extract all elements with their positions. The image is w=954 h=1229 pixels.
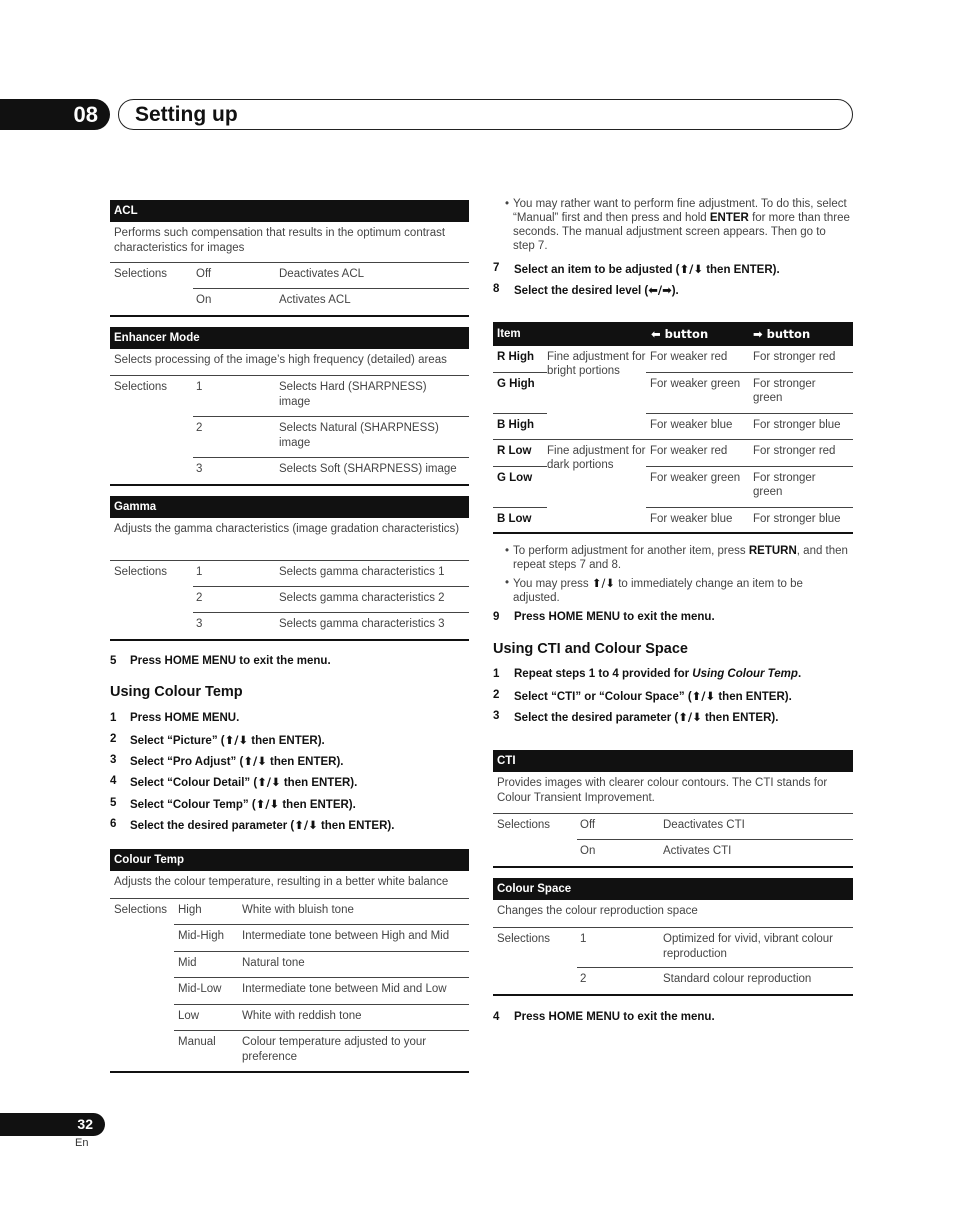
step-text-tail: then ENTER). (703, 264, 780, 276)
colour-temp-table (110, 849, 469, 1073)
step-text: Select “Pro Adjust” ( (130, 756, 244, 768)
step-text: Select “CTI” or “Colour Space” ( (514, 691, 692, 703)
enhancer-mode-table (110, 327, 469, 486)
option-desc: Intermediate tone between Mid and Low (242, 983, 447, 995)
up-down-arrow-icon: ⬆/⬇ (243, 754, 267, 768)
bullet-text-tail: , and then repeat steps 7 and 8. (513, 545, 848, 571)
step-number: 4 (110, 775, 117, 787)
table-row (493, 928, 853, 968)
acl-title: ACL (110, 200, 469, 222)
table-row (493, 814, 853, 840)
option-value: Mid-High (178, 930, 225, 942)
dark-portions-label: Fine adjustment for dark portions (547, 445, 646, 471)
acl-description: Performs such compensation that results in the optimum contrast characteristics for images (110, 222, 469, 263)
step-number: 9 (493, 611, 500, 623)
up-down-arrow-icon: ⬆/⬇ (679, 262, 703, 276)
step-text-tail: then ENTER). (317, 820, 395, 832)
selections-label: Selections (114, 381, 168, 393)
option-value: Low (178, 1010, 200, 1022)
right-effect: For stronger red (753, 351, 836, 363)
item-key: G Low (497, 472, 533, 484)
step-text-tail: then ENTER). (715, 691, 792, 703)
cti-table (493, 750, 853, 868)
option-desc: White with bluish tone (242, 904, 354, 916)
step-text-tail: then ENTER). (279, 799, 356, 811)
step-number: 2 (493, 689, 500, 701)
step-number: 6 (110, 818, 117, 830)
step-text-italic: Using Colour Temp (692, 668, 798, 680)
step-text: Select “Picture” ( (130, 735, 225, 747)
step-number: 5 (110, 655, 117, 667)
table-row (110, 289, 469, 315)
enhancer-title: Enhancer Mode (110, 327, 469, 349)
selections-label: Selections (497, 819, 551, 831)
left-right-arrow-icon: ⬅/➡ (648, 283, 672, 297)
table-row (110, 952, 469, 978)
left-effect: For weaker blue (650, 513, 733, 525)
option-value: 3 (196, 618, 203, 630)
colour-space-title: Colour Space (493, 878, 853, 900)
colour-space-description: Changes the colour reproduction space (493, 900, 853, 928)
selections-label: Selections (114, 904, 168, 916)
chapter-number: 08 (0, 99, 110, 130)
cti-title: CTI (493, 750, 853, 772)
table-row (110, 613, 469, 639)
left-effect: For weaker green (650, 378, 741, 390)
right-effect: For stronger blue (753, 419, 841, 431)
bullet-bold: ENTER (709, 212, 749, 224)
table-row (110, 376, 469, 417)
step-number: 7 (493, 262, 500, 274)
step-text: Press HOME MENU to exit the menu. (514, 611, 715, 623)
colour-space-table (493, 878, 853, 996)
step-text-tail: . (797, 668, 802, 680)
table-row (493, 968, 853, 994)
bullet-bold: RETURN (748, 545, 797, 557)
option-value: High (178, 904, 202, 916)
option-value: Manual (178, 1036, 216, 1048)
right-effect: For stronger green (753, 472, 816, 498)
step-number: 1 (493, 668, 500, 680)
option-value: Off (580, 819, 596, 831)
option-desc: Selects gamma characteristics 3 (279, 618, 445, 630)
up-down-arrow-icon: ⬆/⬇ (294, 818, 318, 832)
step-text: Press HOME MENU. (130, 712, 240, 724)
option-value: 2 (196, 422, 203, 434)
option-desc: Deactivates ACL (279, 268, 365, 280)
option-value: Mid (178, 957, 197, 969)
bullet-text: You may press (513, 578, 592, 590)
option-value: Mid-Low (178, 983, 222, 995)
step-text: Select the desired level ( (514, 285, 649, 297)
step-number: 3 (493, 710, 500, 722)
gamma-table (110, 496, 469, 641)
step-number: 8 (493, 283, 500, 295)
up-down-arrow-icon: ⬆/⬇ (678, 710, 702, 724)
enhancer-description: Selects processing of the image’s high frequency (detailed) areas (110, 349, 469, 376)
step-text: Select an item to be adjusted ( (514, 264, 680, 276)
left-effect: For weaker red (650, 445, 728, 457)
option-value: 2 (580, 973, 587, 985)
chapter-title-bar (118, 99, 853, 130)
option-desc: Intermediate tone between High and Mid (242, 930, 450, 942)
item-key: B High (497, 419, 535, 431)
option-desc: Selects Hard (SHARPNESS) image (279, 381, 427, 408)
table-row (110, 587, 469, 613)
option-desc: Optimized for vivid, vibrant colour reproduction (663, 933, 834, 960)
right-effect: For stronger green (753, 378, 816, 404)
chapter-title: Setting up (135, 103, 238, 126)
colour-temp-title: Colour Temp (110, 849, 469, 871)
option-value: On (580, 845, 596, 857)
table-row (110, 1005, 469, 1031)
language-label: En (75, 1137, 89, 1149)
step-text-tail: then ENTER). (280, 777, 358, 789)
item-key: G High (497, 378, 535, 390)
up-down-arrow-icon: ⬆/⬇ (224, 733, 249, 747)
item-key: R Low (497, 445, 532, 457)
colour-temp-description: Adjusts the colour temperature, resulting in a better white balance (110, 871, 469, 899)
step-number: 4 (493, 1011, 500, 1023)
option-desc: Activates CTI (663, 845, 732, 857)
section-heading-colour-temp: Using Colour Temp (110, 684, 243, 700)
cti-description: Provides images with clearer colour contours. The CTI stands for Colour Transient Improvement. (493, 772, 853, 814)
step-text: Select “Colour Detail” ( (130, 777, 258, 789)
option-desc: Selects Natural (SHARPNESS) image (279, 422, 439, 449)
adjustment-item-table (493, 322, 853, 346)
step-text: Repeat steps 1 to 4 provided for (514, 668, 693, 680)
right-effect: For stronger blue (753, 513, 841, 525)
selections-label: Selections (114, 566, 168, 578)
item-key: R High (497, 351, 535, 363)
table-row (110, 899, 469, 925)
option-desc: Natural tone (242, 957, 305, 969)
table-row (110, 978, 469, 1005)
table-row (110, 561, 469, 587)
option-desc: Deactivates CTI (663, 819, 745, 831)
acl-table (110, 200, 469, 317)
table-header (493, 322, 853, 346)
up-down-arrow-icon: ⬆/⬇ (591, 576, 615, 590)
step-text-tail: ). (671, 285, 679, 297)
gamma-title: Gamma (110, 496, 469, 518)
table-row (110, 263, 469, 289)
right-effect: For stronger red (753, 445, 836, 457)
header-item: Item (497, 328, 521, 340)
bullet-text-tail: for more than three seconds. The manual adjustment screen appears. Then go to step 7. (513, 212, 850, 252)
option-value: 1 (580, 933, 587, 945)
header-right-button: ➡ button (753, 327, 811, 341)
item-key: B Low (497, 513, 532, 525)
header-left-button: ⬅ button (651, 327, 709, 341)
page-number: 32 (0, 1113, 105, 1136)
option-value: 1 (196, 381, 203, 393)
option-desc: Standard colour reproduction (663, 973, 812, 985)
gamma-description: Adjusts the gamma characteristics (image gradation characteristics) (110, 518, 469, 561)
table-row (110, 925, 469, 952)
step-text: Select the desired parameter ( (130, 820, 295, 832)
selections-label: Selections (497, 933, 551, 945)
option-value: On (196, 294, 212, 306)
step-text: Select the desired parameter ( (514, 712, 679, 724)
up-down-arrow-icon: ⬆/⬇ (255, 797, 280, 811)
step-text: Press HOME MENU to exit the menu. (514, 1011, 715, 1023)
left-effect: For weaker blue (650, 419, 733, 431)
option-desc: Selects gamma characteristics 1 (279, 566, 445, 578)
option-value: Off (196, 268, 212, 280)
step-number: 2 (110, 733, 117, 745)
left-effect: For weaker green (650, 472, 741, 484)
option-desc: White with reddish tone (242, 1010, 362, 1022)
step-text: Select “Colour Temp” ( (130, 799, 256, 811)
option-desc: Activates ACL (279, 294, 351, 306)
up-down-arrow-icon: ⬆/⬇ (691, 689, 716, 703)
step-text-tail: then ENTER). (266, 756, 344, 768)
step-text-tail: then ENTER). (701, 712, 779, 724)
option-value: 1 (196, 566, 203, 578)
table-row (110, 417, 469, 458)
bullet-text-tail: to immediately change an item to be adjusted. (513, 578, 803, 604)
table-row (110, 1031, 469, 1071)
option-desc: Selects Soft (SHARPNESS) image (279, 463, 457, 475)
step-text: Press HOME MENU to exit the menu. (130, 655, 331, 667)
bullet-text: To perform adjustment for another item, press (513, 545, 749, 557)
left-effect: For weaker red (650, 351, 728, 363)
step-text-tail: then ENTER). (248, 735, 325, 747)
option-desc: Selects gamma characteristics 2 (279, 592, 445, 604)
section-heading-cti: Using CTI and Colour Space (493, 641, 688, 657)
selections-label: Selections (114, 268, 168, 280)
table-row (110, 458, 469, 484)
step-number: 1 (110, 712, 117, 724)
step-number: 3 (110, 754, 117, 766)
table-row (493, 840, 853, 866)
step-number: 5 (110, 797, 117, 809)
option-desc: Colour temperature adjusted to your preference (242, 1036, 427, 1063)
bullet-text: You may rather want to perform fine adjustment. To do this, select “Manual” first and then press and hold (513, 198, 847, 224)
option-value: 2 (196, 592, 203, 604)
up-down-arrow-icon: ⬆/⬇ (257, 775, 281, 789)
bright-portions-label: Fine adjustment for bright portions (547, 351, 646, 377)
option-value: 3 (196, 463, 203, 475)
